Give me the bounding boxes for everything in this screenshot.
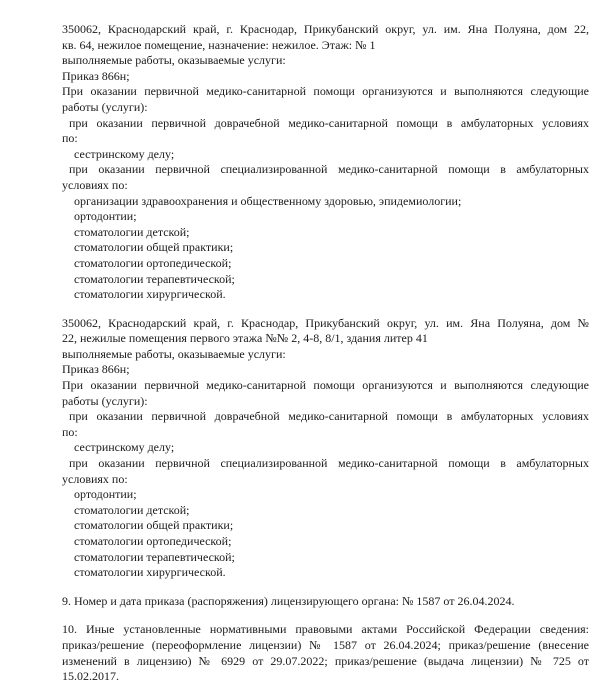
text-line: При оказании первичной медико-санитарной помощи организуются и выполняются следующие xyxy=(62,378,589,393)
text-line: 10. Иные установленные нормативными правовыми актами Российской Федерации сведения: xyxy=(62,622,589,637)
text-line: выполняемые работы, оказываемые услуги: xyxy=(62,53,286,68)
text-line: стоматологии детской; xyxy=(74,224,190,239)
text-line: 350062, Краснодарский край, г. Краснодар, Прикубанский округ, ул. им. Яна Полуяна, дом 22, xyxy=(62,22,589,36)
document-text-body xyxy=(62,22,589,685)
text-line: сестринскому делу; xyxy=(74,440,175,455)
text-line: 15.02.2017. xyxy=(62,669,119,684)
text-line: стоматологии терапевтической; xyxy=(74,549,235,564)
text-line: при оказании первичной доврачебной медико-санитарной помощи в амбулаторных условиях xyxy=(69,115,589,130)
facility-block-1 xyxy=(62,22,589,303)
text-line: кв. 64, нежилое помещение, назначение: нежилое. Этаж: № 1 xyxy=(62,37,376,52)
text-line: Приказ 866н; xyxy=(62,362,130,377)
text-line: ортодонтии; xyxy=(74,209,137,224)
text-line: стоматологии хирургической. xyxy=(74,287,226,302)
text-line: организации здравоохранения и общественному здоровью, эпидемиологии; xyxy=(74,193,462,208)
text-line: по: xyxy=(62,424,78,439)
text-line: изменений в лицензию) № 6929 от 29.07.2022; приказ/решение (выдача лицензии) № 725 от xyxy=(62,653,589,668)
text-line: 9. Номер и дата приказа (распоряжения) лицензирующего органа: № 1587 от 26.04.2024. xyxy=(62,593,515,608)
text-line: работы (услуги): xyxy=(62,99,148,114)
facility-block-2 xyxy=(62,316,589,581)
item-9-order-number xyxy=(62,594,589,610)
text-line: выполняемые работы, оказываемые услуги: xyxy=(62,346,286,361)
text-line: работы (услуги): xyxy=(62,393,148,408)
text-line: при оказании первичной доврачебной медико-санитарной помощи в амбулаторных условиях xyxy=(69,409,589,424)
text-line: приказ/решение (переоформление лицензии) № 1587 от 26.04.2024; приказ/решение (внесение xyxy=(62,637,589,652)
text-line: при оказании первичной специализированной медико-санитарной помощи в амбулаторных xyxy=(69,456,589,471)
text-line: стоматологии общей практики; xyxy=(74,240,234,255)
text-line: стоматологии детской; xyxy=(74,502,190,517)
text-line: условиях по: xyxy=(62,177,128,192)
text-line: При оказании первичной медико-санитарной помощи организуются и выполняются следующие xyxy=(62,84,589,99)
text-line: 350062, Краснодарский край, г. Краснодар, Прикубанский округ, ул. им. Яна Полуяна, дом № xyxy=(62,315,589,330)
text-line: стоматологии хирургической. xyxy=(74,565,226,580)
text-line: по: xyxy=(62,131,78,146)
text-line: условиях по: xyxy=(62,471,128,486)
text-line: ортодонтии; xyxy=(74,487,137,502)
text-line: сестринскому делу; xyxy=(74,146,175,161)
text-line: стоматологии терапевтической; xyxy=(74,271,235,286)
text-line: стоматологии ортопедической; xyxy=(74,534,232,548)
text-line: 22, нежилые помещения первого этажа №№ 2, 4-8, 8/1, здания литер 41 xyxy=(62,331,428,346)
text-line: стоматологии ортопедической; xyxy=(74,255,232,270)
text-line: стоматологии общей практики; xyxy=(74,518,234,533)
item-10-other-info xyxy=(62,622,589,684)
text-line: Приказ 866н; xyxy=(62,68,130,83)
text-line: при оказании первичной специализированной медико-санитарной помощи в амбулаторных xyxy=(69,162,589,177)
